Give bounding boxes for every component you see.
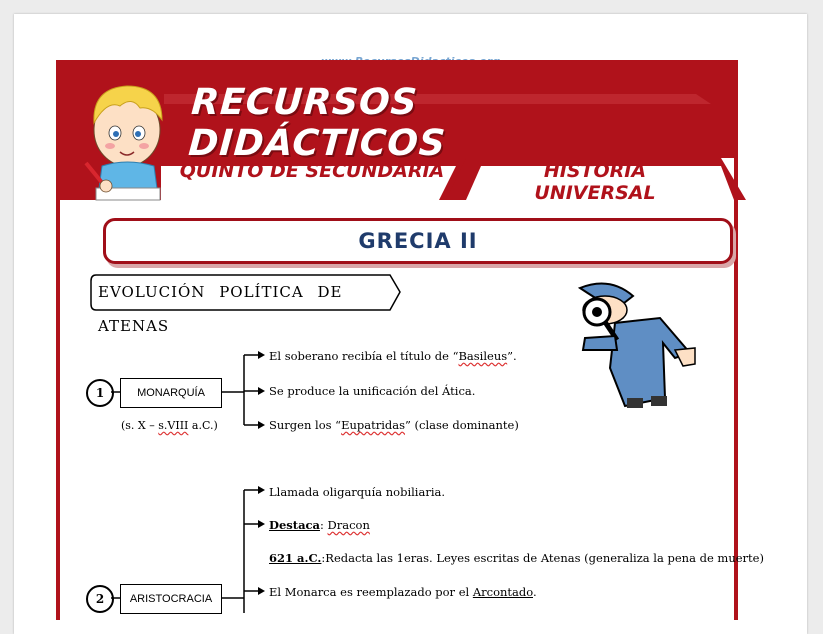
stage-period: (s. X – s.VIII a.C.) (121, 419, 218, 432)
stage-name: MONARQUÍA (120, 378, 222, 408)
stage-item: Destaca: Dracon (269, 518, 370, 532)
stage-item: El Monarca es reemplazado por el Arcontado. (269, 585, 537, 599)
brand-title: RECURSOS DIDÁCTICOS (187, 82, 448, 164)
stage-item: Se produce la unificación del Ática. (269, 384, 476, 398)
stage-item: El soberano recibía el título de “Basileus”. (269, 349, 517, 363)
stage-item: Llamada oligarquía nobiliaria. (269, 485, 446, 499)
section-title: EVOLUCIÓN POLÍTICA DE ATENAS (98, 283, 343, 335)
subject-label: HISTORIA UNIVERSAL (534, 160, 656, 204)
stage-name: ARISTOCRACIA (120, 584, 222, 614)
stage-number: 1 (86, 379, 114, 407)
stage-number: 2 (86, 585, 114, 613)
grade-label: QUINTO DE SECUNDARIA (179, 160, 445, 182)
stage-item: 621 a.C.:Redacta las 1eras. Leyes escritas de Atenas (generaliza la pena de muerte) (269, 551, 764, 565)
lesson-title: GRECIA II (103, 218, 733, 264)
stage-item: Surgen los “Eupatridas” (clase dominante) (269, 418, 519, 432)
